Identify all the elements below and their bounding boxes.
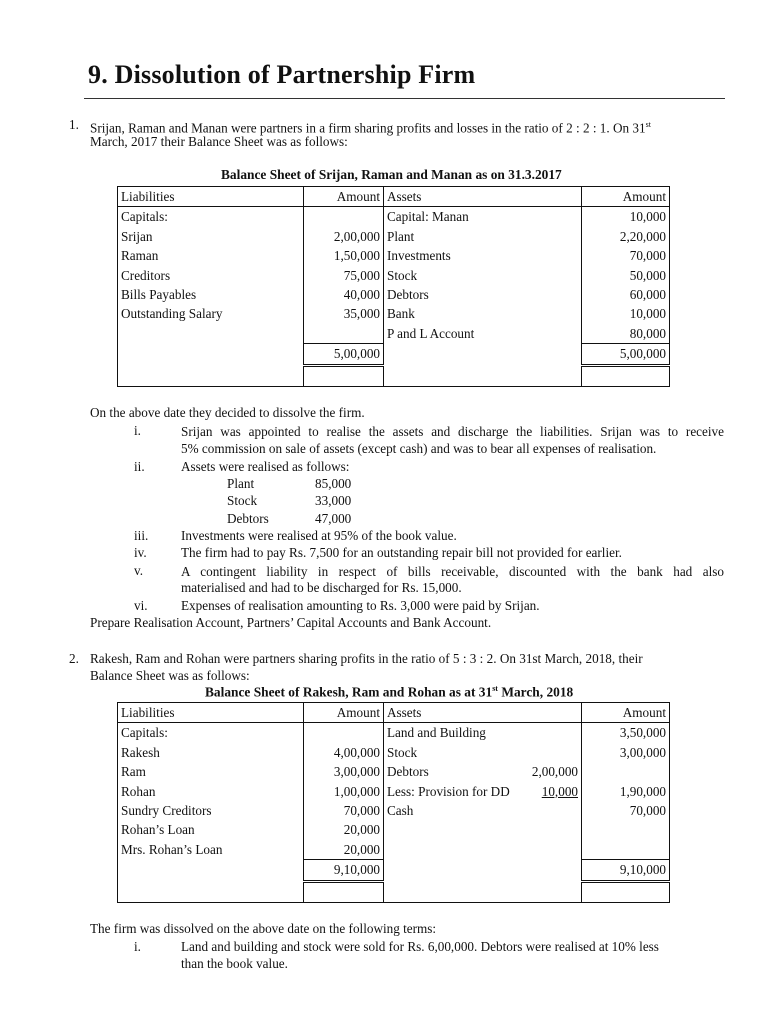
q1-item-marker: iii. bbox=[134, 528, 149, 543]
liability-cell: Mrs. Rohan’s Loan bbox=[118, 840, 304, 860]
q1-item-marker: i. bbox=[134, 423, 141, 438]
table-row bbox=[118, 801, 670, 820]
liability-cell: Sundry Creditors bbox=[118, 801, 304, 820]
realised-value: 85,000 bbox=[315, 476, 352, 491]
amount-cell: 20,000 bbox=[304, 820, 384, 839]
table-header-row bbox=[118, 187, 670, 207]
asset-cell bbox=[384, 840, 582, 860]
liability-cell: Rohan’s Loan bbox=[118, 820, 304, 839]
q1-item-text: 5% commission on sale of assets (except cash) and was to bear all expenses of realisation. bbox=[181, 441, 657, 456]
header-liabilities: Liabilities bbox=[118, 187, 304, 207]
header-liabilities: Liabilities bbox=[118, 703, 304, 723]
liability-cell: Rakesh bbox=[118, 743, 304, 762]
q1-item-marker: v. bbox=[134, 563, 144, 578]
q1-item-text: Srijan was appointed to realise the assets and discharge the liabilities. Srijan was to receive bbox=[181, 424, 724, 439]
asset-cell: Stock bbox=[384, 743, 582, 762]
q2-balance-sheet bbox=[117, 702, 670, 903]
page-title: 9. Dissolution of Partnership Firm bbox=[88, 60, 476, 89]
header-amount: Amount bbox=[304, 703, 384, 723]
liability-cell bbox=[118, 324, 304, 344]
q2-after-text: The firm was dissolved on the above date on the following terms: bbox=[90, 921, 437, 936]
amount-cell: 70,000 bbox=[582, 246, 670, 265]
amount-cell bbox=[304, 723, 384, 743]
amount-cell: 75,000 bbox=[304, 266, 384, 285]
amount-cell bbox=[582, 840, 670, 860]
amount-cell: 10,000 bbox=[582, 207, 670, 227]
asset-cell: Debtors bbox=[384, 285, 582, 304]
asset-cell: Stock bbox=[384, 266, 582, 285]
asset-cell: Capital: Manan bbox=[384, 207, 582, 227]
header-amount: Amount bbox=[582, 703, 670, 723]
amount-cell: 1,90,000 bbox=[582, 782, 670, 801]
q1-intro-line2: March, 2017 their Balance Sheet was as follows: bbox=[90, 134, 348, 149]
amount-cell bbox=[304, 207, 384, 227]
table-row bbox=[118, 207, 670, 227]
total-liabilities: 5,00,000 bbox=[304, 344, 384, 365]
amount-cell: 3,00,000 bbox=[582, 743, 670, 762]
table-spacer-row bbox=[118, 365, 670, 386]
amount-cell: 1,00,000 bbox=[304, 782, 384, 801]
q2-table-caption: Balance Sheet of Rakesh, Ram and Rohan as at 31st March, 2018 bbox=[205, 684, 574, 700]
q2-intro-line2: Balance Sheet was as follows: bbox=[90, 668, 250, 683]
header-amount: Amount bbox=[304, 187, 384, 207]
amount-cell: 1,50,000 bbox=[304, 246, 384, 265]
realised-asset: Stock bbox=[227, 493, 258, 508]
header-assets: Assets bbox=[384, 703, 582, 723]
total-assets: 5,00,000 bbox=[582, 344, 670, 365]
table-row bbox=[118, 743, 670, 762]
q1-item-marker: vi. bbox=[134, 598, 148, 613]
amount-cell: 10,000 bbox=[582, 304, 670, 323]
table-row bbox=[118, 304, 670, 323]
amount-cell bbox=[304, 324, 384, 344]
realised-value: 33,000 bbox=[315, 493, 352, 508]
amount-cell: 2,20,000 bbox=[582, 227, 670, 246]
table-row bbox=[118, 246, 670, 265]
total-liabilities: 9,10,000 bbox=[304, 860, 384, 881]
realised-value: 47,000 bbox=[315, 511, 352, 526]
liability-cell: Raman bbox=[118, 246, 304, 265]
liability-cell: Creditors bbox=[118, 266, 304, 285]
table-row bbox=[118, 782, 670, 801]
q2-item-text: than the book value. bbox=[181, 956, 288, 971]
table-row bbox=[118, 266, 670, 285]
asset-cell: Investments bbox=[384, 246, 582, 265]
q1-item-text: Investments were realised at 95% of the book value. bbox=[181, 528, 457, 543]
amount-cell: 35,000 bbox=[304, 304, 384, 323]
table-row bbox=[118, 723, 670, 743]
q2-number: 2. bbox=[69, 651, 79, 666]
q2-item-text: Land and building and stock were sold for Rs. 6,00,000. Debtors were realised at 10% less bbox=[181, 939, 659, 954]
amount-cell: 80,000 bbox=[582, 324, 670, 344]
amount-cell: 3,50,000 bbox=[582, 723, 670, 743]
asset-cell: Debtors 2,00,000 bbox=[384, 762, 582, 781]
liability-cell: Srijan bbox=[118, 227, 304, 246]
q2-intro-line1: Rakesh, Ram and Rohan were partners sharing profits in the ratio of 5 : 3 : 2. On 31st March, 2018, their bbox=[90, 651, 643, 666]
q1-balance-sheet bbox=[117, 186, 670, 387]
liability-cell: Bills Payables bbox=[118, 285, 304, 304]
asset-cell: Less: Provision for DD 10,000 bbox=[384, 782, 582, 801]
header-assets: Assets bbox=[384, 187, 582, 207]
asset-cell: Bank bbox=[384, 304, 582, 323]
table-row bbox=[118, 820, 670, 839]
amount-cell bbox=[582, 762, 670, 781]
amount-cell: 70,000 bbox=[582, 801, 670, 820]
q1-table-caption: Balance Sheet of Srijan, Raman and Manan as on 31.3.2017 bbox=[221, 167, 562, 182]
liability-cell: Ram bbox=[118, 762, 304, 781]
q1-item-text: Assets were realised as follows: bbox=[181, 459, 350, 474]
liability-cell: Capitals: bbox=[118, 207, 304, 227]
asset-cell: Plant bbox=[384, 227, 582, 246]
liability-cell: Rohan bbox=[118, 782, 304, 801]
liability-cell: Capitals: bbox=[118, 723, 304, 743]
amount-cell: 20,000 bbox=[304, 840, 384, 860]
q1-item-marker: iv. bbox=[134, 545, 147, 560]
table-row bbox=[118, 285, 670, 304]
q1-item-text: The firm had to pay Rs. 7,500 for an outstanding repair bill not provided for earlier. bbox=[181, 545, 622, 560]
amount-cell: 4,00,000 bbox=[304, 743, 384, 762]
table-row bbox=[118, 227, 670, 246]
q1-item-text: Expenses of realisation amounting to Rs. 3,000 were paid by Srijan. bbox=[181, 598, 540, 613]
q1-item-text: materialised and had to be discharged for Rs. 15,000. bbox=[181, 580, 462, 595]
table-row bbox=[118, 324, 670, 344]
amount-cell: 2,00,000 bbox=[304, 227, 384, 246]
q1-item-text: A contingent liability in respect of bills receivable, discounted with the bank had also bbox=[181, 564, 724, 579]
amount-cell: 40,000 bbox=[304, 285, 384, 304]
realised-asset: Debtors bbox=[227, 511, 269, 526]
table-row bbox=[118, 840, 670, 860]
q1-after-text: On the above date they decided to dissolve the firm. bbox=[90, 405, 365, 420]
table-row bbox=[118, 762, 670, 781]
table-total-row bbox=[118, 344, 670, 365]
asset-cell: P and L Account bbox=[384, 324, 582, 344]
q2-item-marker: i. bbox=[134, 939, 141, 954]
asset-cell: Cash bbox=[384, 801, 582, 820]
q1-instruction: Prepare Realisation Account, Partners’ Capital Accounts and Bank Account. bbox=[90, 615, 492, 630]
asset-cell bbox=[384, 820, 582, 839]
table-spacer-row bbox=[118, 881, 670, 902]
realised-asset: Plant bbox=[227, 476, 255, 491]
header-amount: Amount bbox=[582, 187, 670, 207]
total-assets: 9,10,000 bbox=[582, 860, 670, 881]
amount-cell: 50,000 bbox=[582, 266, 670, 285]
q1-item-marker: ii. bbox=[134, 459, 145, 474]
liability-cell: Outstanding Salary bbox=[118, 304, 304, 323]
amount-cell: 60,000 bbox=[582, 285, 670, 304]
amount-cell: 3,00,000 bbox=[304, 762, 384, 781]
q1-number: 1. bbox=[69, 117, 79, 132]
amount-cell bbox=[582, 820, 670, 839]
table-header-row bbox=[118, 703, 670, 723]
title-divider bbox=[84, 98, 725, 99]
amount-cell: 70,000 bbox=[304, 801, 384, 820]
asset-cell: Land and Building bbox=[384, 723, 582, 743]
table-total-row bbox=[118, 860, 670, 881]
q1-intro-line1: Srijan, Raman and Manan were partners in a firm sharing profits and losses in the ratio of 2 : 2 : 1. On 31st bbox=[90, 120, 651, 136]
